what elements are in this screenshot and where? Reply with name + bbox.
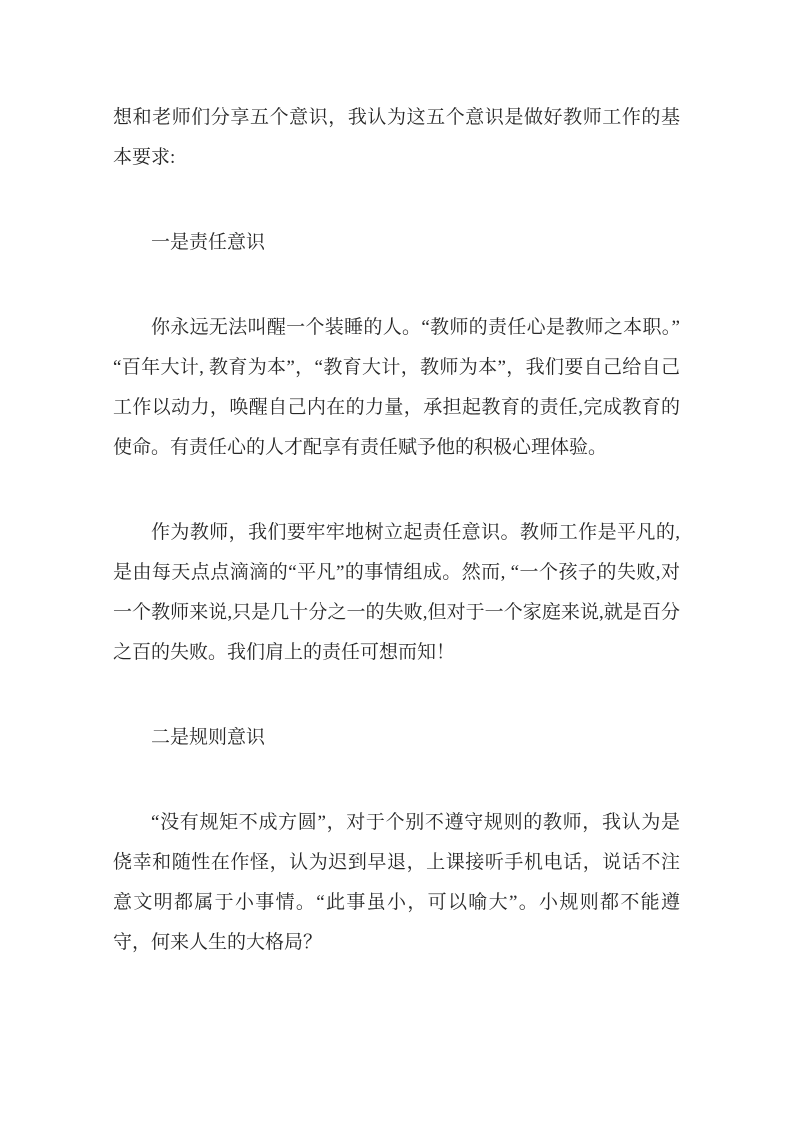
section-heading: 一是责任意识 [151, 232, 266, 253]
paragraph: 你永远无法叫醒一个装睡的人。“教师的责任心是教师之本职。”“百年大计, 教育为本”，“教育大计，教师为本”，我们要自己给自己工作以动力，唤醒自己内在的力量，承担起教育的责任,完成教育的使命。有责任心的人才配享有责任赋予他的积极心理体验。 [113, 317, 680, 458]
document-body [113, 98, 680, 963]
section-heading: 二是规则意识 [151, 727, 266, 748]
paragraph: 作为教师，我们要牢牢地树立起责任意识。教师工作是平凡的,是由每天点点滴滴的“平凡”的事情组成。然而, “一个孩子的失败,对一个教师来说,只是几十分之一的失败,但对于一个家庭来说,就是百分之百的失败。我们肩上的责任可想而知！ [113, 522, 680, 663]
paragraph: “没有规矩不成方圆”，对于个别不遵守规则的教师，我认为是侥幸和随性在作怪，认为迟到早退，上课接听手机电话，说话不注意文明都属于小事情。“此事虽小，可以喻大”。小规则都不能遵守，何来人生的大格局？ [113, 812, 680, 953]
paragraph: 想和老师们分享五个意识，我认为这五个意识是做好教师工作的基本要求: [113, 107, 680, 168]
